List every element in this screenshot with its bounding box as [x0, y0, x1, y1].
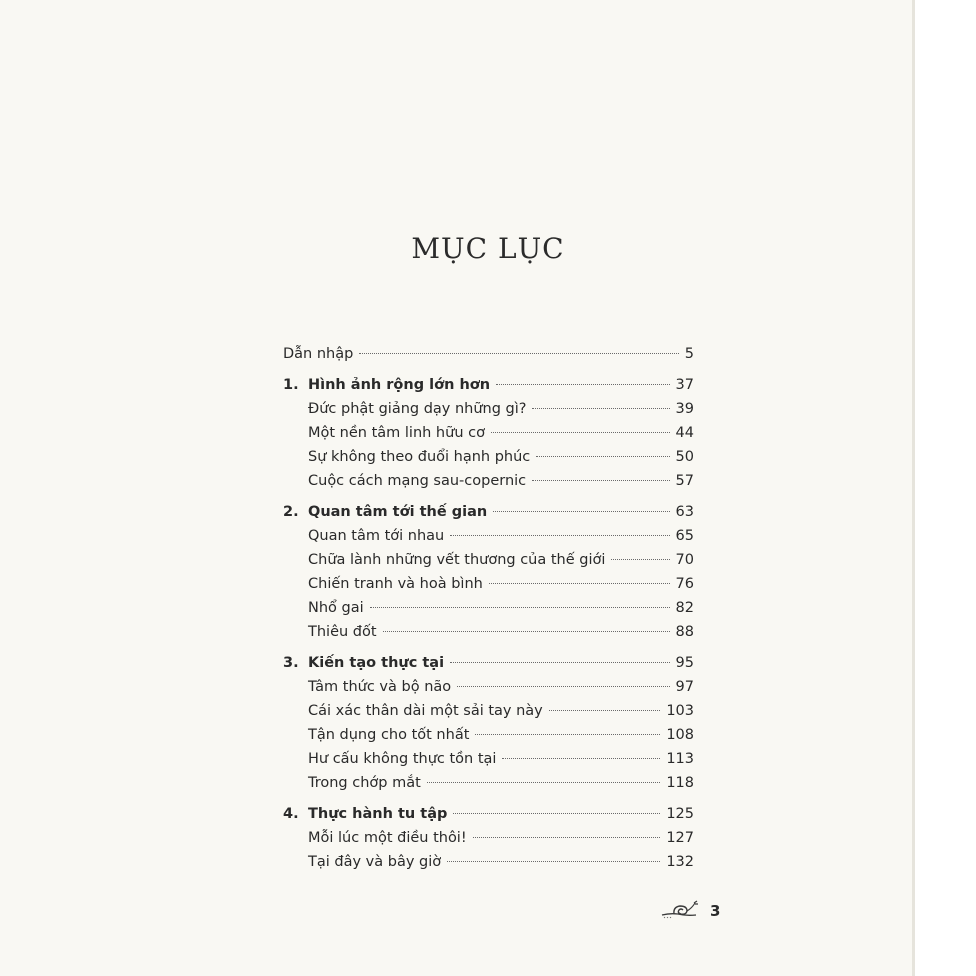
section-label: Hình ảnh rộng lớn hơn	[308, 377, 491, 393]
toc-page-number: 118	[666, 775, 694, 791]
toc-entry-label: Cuộc cách mạng sau-copernic	[308, 473, 527, 489]
page-edge	[912, 0, 915, 976]
dot-leader	[611, 559, 669, 560]
section-number: 3.	[283, 655, 299, 671]
toc-page-number: 50	[675, 449, 694, 465]
toc-entry-label: Thiêu đốt	[308, 624, 377, 640]
page-number: 3	[710, 902, 721, 920]
toc-entry[interactable]	[283, 572, 694, 596]
toc-entry-label: Chiến tranh và hoà bình	[308, 576, 483, 592]
toc-section-1[interactable]	[283, 373, 694, 397]
dot-leader	[453, 813, 660, 814]
toc-entry-label: Nhổ gai	[308, 600, 364, 616]
dot-leader	[532, 408, 669, 409]
toc-entry-label: Dẫn nhập	[283, 346, 354, 362]
toc-page-number: 76	[675, 576, 694, 592]
dot-leader	[502, 758, 660, 759]
section-number: 1.	[283, 377, 299, 393]
toc-entry-label: Đức phật giảng dạy những gì?	[308, 401, 527, 417]
snail-ornament-icon	[660, 898, 706, 924]
dot-leader	[447, 861, 660, 862]
toc-page-number: 82	[675, 600, 694, 616]
page-footer	[660, 898, 720, 924]
toc-entry-label: Tại đây và bây giờ	[308, 854, 442, 870]
dot-leader	[450, 535, 669, 536]
dot-leader	[491, 432, 670, 433]
toc-section-3[interactable]	[283, 651, 694, 675]
toc-entry[interactable]	[283, 469, 694, 493]
toc-entry-label: Sự không theo đuổi hạnh phúc	[308, 449, 531, 465]
toc-page-number: 37	[675, 377, 694, 393]
dot-leader	[427, 782, 661, 783]
toc-entry[interactable]	[283, 675, 694, 699]
toc-entry[interactable]	[283, 445, 694, 469]
section-number: 4.	[283, 806, 299, 822]
toc-section-4[interactable]	[283, 802, 694, 826]
toc-entry[interactable]	[283, 421, 694, 445]
toc-page-number: 97	[675, 679, 694, 695]
dot-leader	[532, 480, 669, 481]
toc-page-number: 108	[666, 727, 694, 743]
dot-leader	[496, 384, 669, 385]
toc-entry-label: Tâm thức và bộ não	[308, 679, 452, 695]
section-label: Kiến tạo thực tại	[308, 655, 445, 671]
toc-entry[interactable]	[283, 524, 694, 548]
page-title: MỤC LỤC	[411, 232, 565, 265]
toc-page-number: 113	[666, 751, 694, 767]
toc-entry-label: Chữa lành những vết thương của thế giới	[308, 552, 606, 568]
toc-entry-label: Mỗi lúc một điều thôi!	[308, 830, 467, 846]
dot-leader	[450, 662, 670, 663]
toc-page-number: 95	[675, 655, 694, 671]
toc-entry[interactable]	[283, 771, 694, 795]
toc-page-number: 127	[666, 830, 694, 846]
toc-entry-label: Hư cấu không thực tồn tại	[308, 751, 497, 767]
toc-entry-label: Tận dụng cho tốt nhất	[308, 727, 470, 743]
toc-entry-label: Một nền tâm linh hữu cơ	[308, 425, 485, 441]
toc-page-number: 88	[675, 624, 694, 640]
toc-entry[interactable]	[283, 723, 694, 747]
toc-entry-intro[interactable]	[283, 342, 694, 366]
toc-entry[interactable]	[283, 826, 694, 850]
section-label: Quan tâm tới thế gian	[308, 504, 488, 520]
section-number: 2.	[283, 504, 299, 520]
toc-entry-label: Trong chớp mắt	[308, 775, 421, 791]
dot-leader	[536, 456, 669, 457]
toc-page-number: 103	[666, 703, 694, 719]
toc-page-number: 132	[666, 854, 694, 870]
toc-page-number: 5	[684, 346, 694, 362]
toc-section-2[interactable]	[283, 500, 694, 524]
dot-leader	[489, 583, 670, 584]
toc-entry[interactable]	[283, 850, 694, 874]
toc-entry-label: Cái xác thân dài một sải tay này	[308, 703, 543, 719]
toc-page-number: 125	[666, 806, 694, 822]
toc-page-number: 70	[675, 552, 694, 568]
toc-page-number: 39	[675, 401, 694, 417]
toc-entry[interactable]	[283, 397, 694, 421]
dot-leader	[370, 607, 670, 608]
section-label: Thực hành tu tập	[308, 806, 448, 822]
dot-leader	[457, 686, 669, 687]
toc-entry[interactable]	[283, 699, 694, 723]
toc-entry[interactable]	[283, 747, 694, 771]
toc-page-number: 65	[675, 528, 694, 544]
toc-entry[interactable]	[283, 596, 694, 620]
toc-entry-label: Quan tâm tới nhau	[308, 528, 445, 544]
toc-page-number: 57	[675, 473, 694, 489]
toc-page-number: 63	[675, 504, 694, 520]
table-of-contents	[283, 342, 694, 874]
dot-leader	[383, 631, 670, 632]
dot-leader	[359, 353, 678, 354]
toc-entry[interactable]	[283, 620, 694, 644]
toc-entry[interactable]	[283, 548, 694, 572]
dot-leader	[473, 837, 661, 838]
dot-leader	[493, 511, 669, 512]
dot-leader	[549, 710, 661, 711]
dot-leader	[475, 734, 660, 735]
toc-page-number: 44	[675, 425, 694, 441]
